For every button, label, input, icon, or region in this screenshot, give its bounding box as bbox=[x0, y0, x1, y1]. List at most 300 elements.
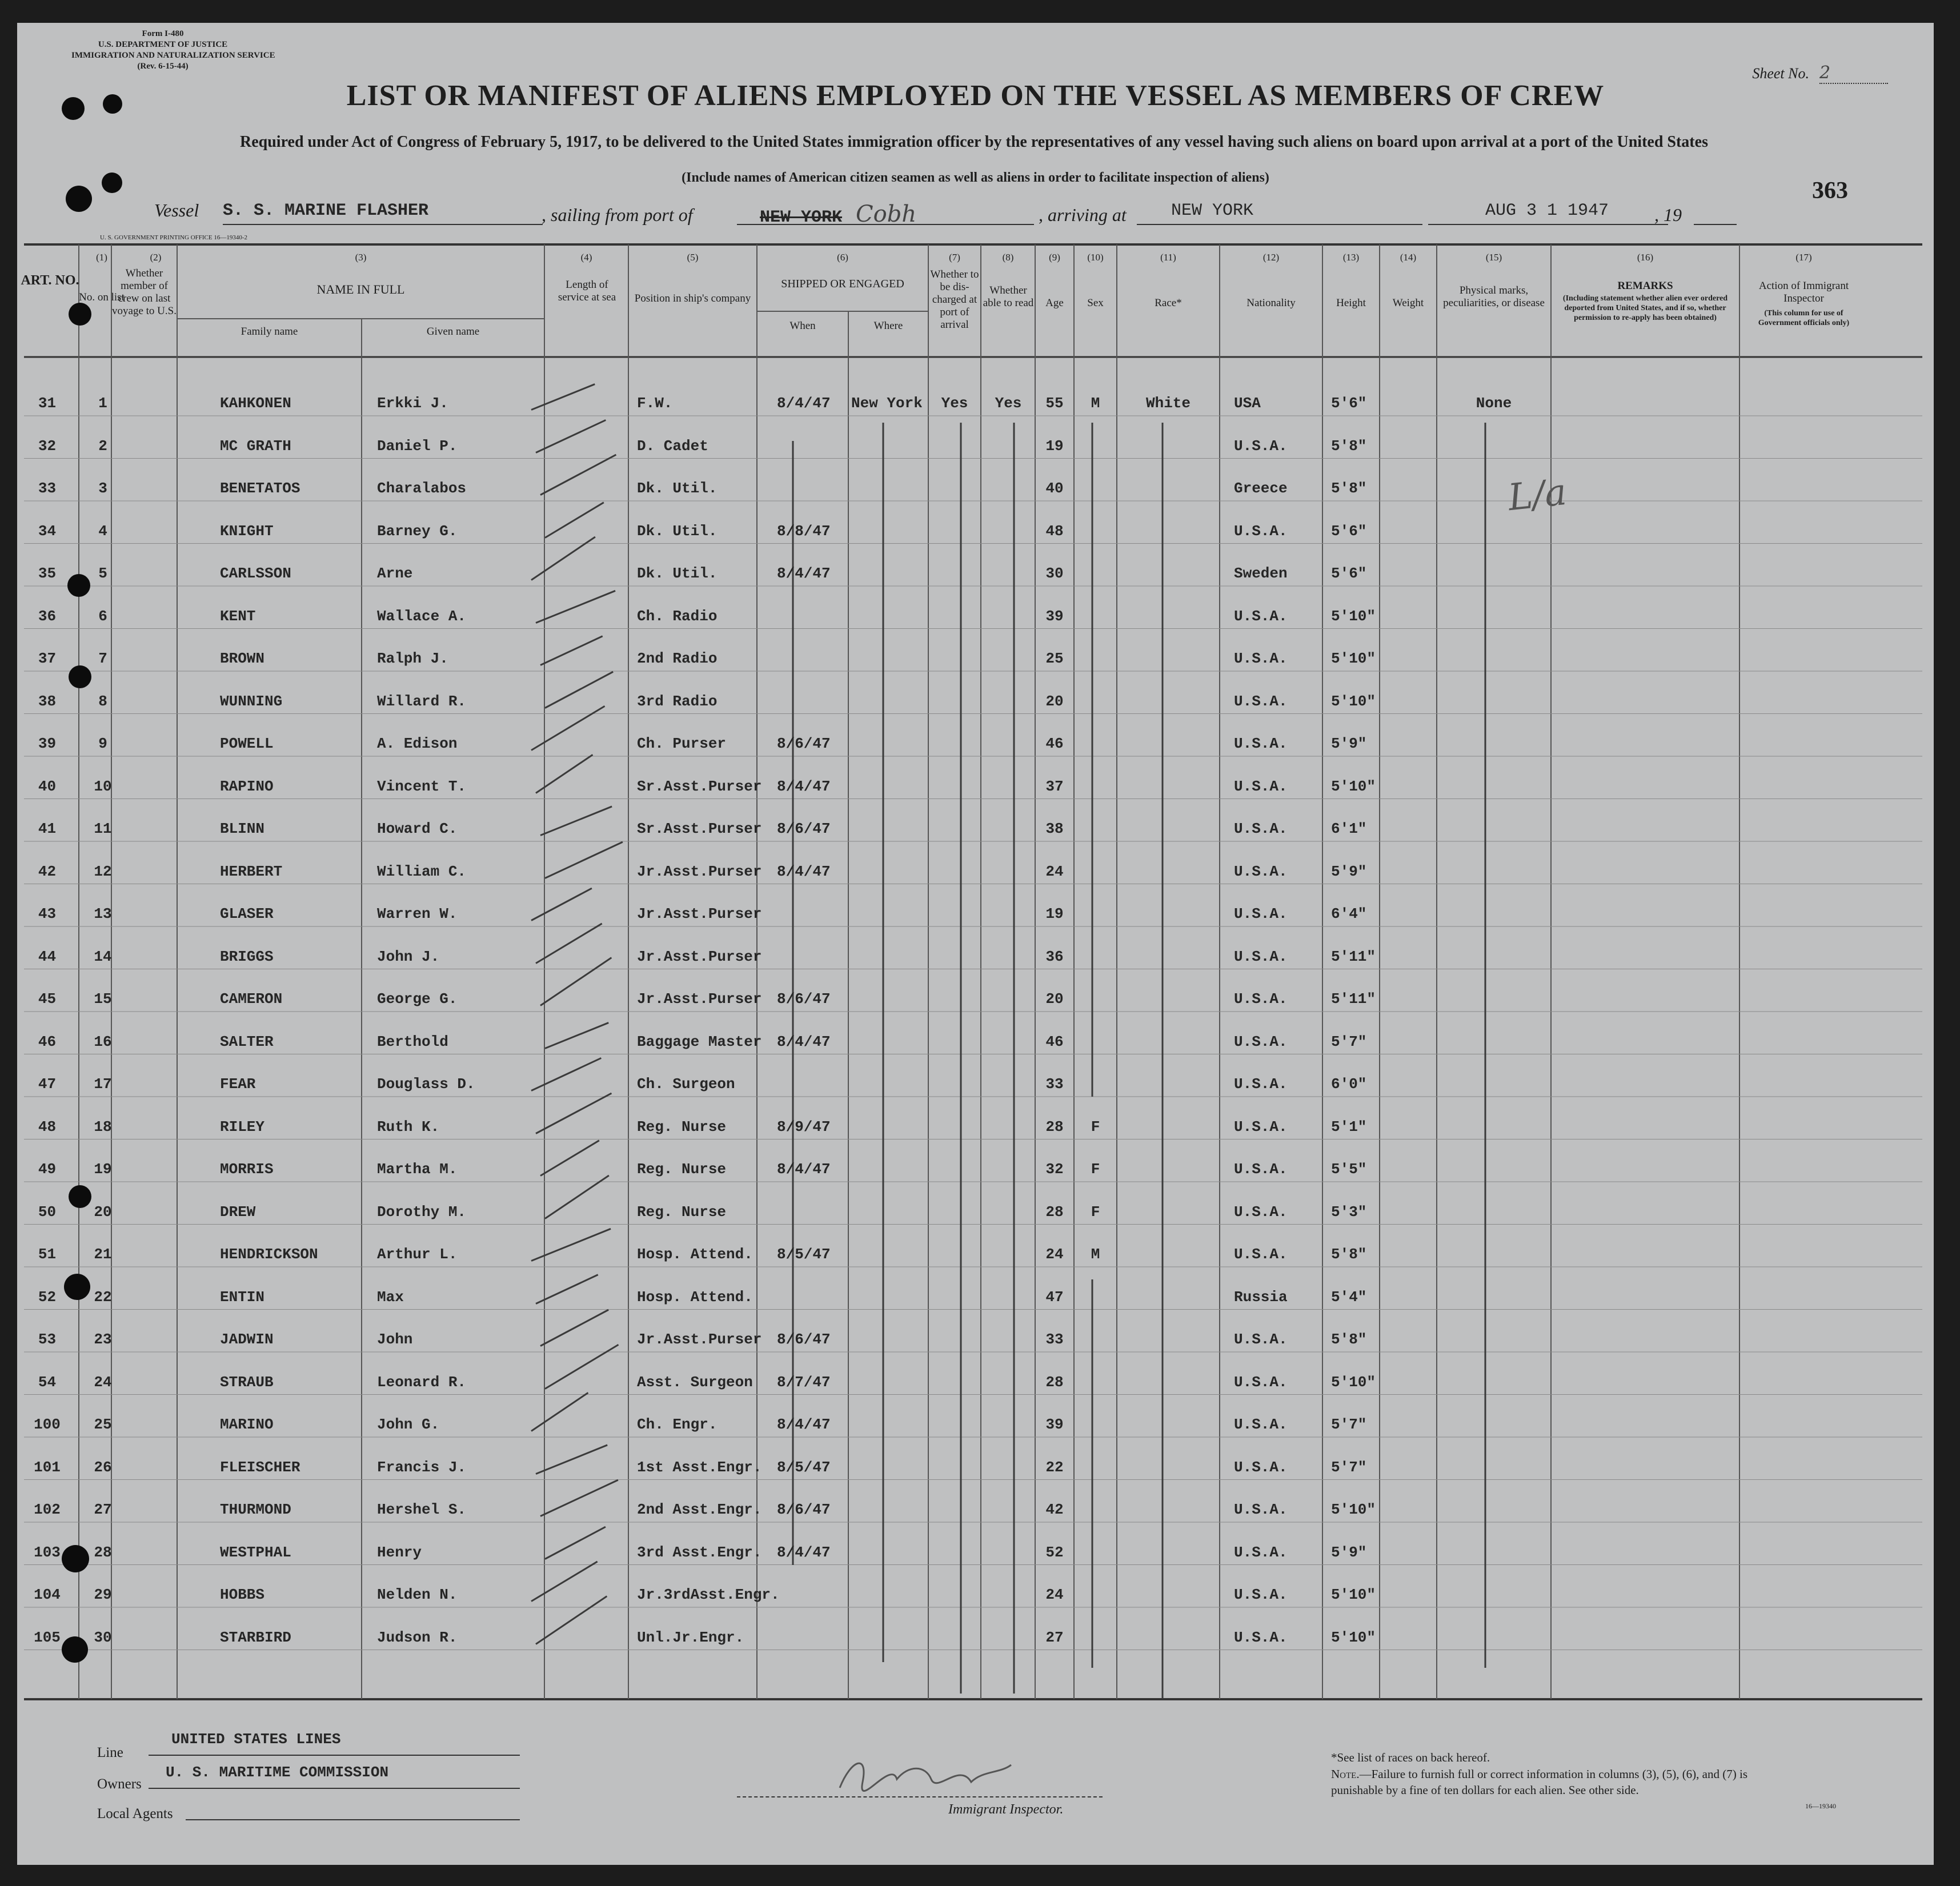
family-name-cell: CAMERON bbox=[220, 990, 283, 1008]
position-cell: Ch. Purser bbox=[637, 735, 727, 752]
discharged-cell bbox=[929, 1456, 980, 1479]
discharged-cell bbox=[929, 1583, 980, 1606]
sex-cell: F bbox=[1091, 1203, 1100, 1221]
race-cell bbox=[1117, 1243, 1220, 1266]
header-c16: REMARKS bbox=[1617, 280, 1673, 292]
list-no-cell: 19 bbox=[94, 1161, 112, 1178]
art-no-cell: 50 bbox=[38, 1203, 57, 1221]
race-cell bbox=[1117, 647, 1220, 670]
local-agents-label: Local Agents bbox=[97, 1806, 173, 1821]
header-c10-num: (10) bbox=[1087, 252, 1104, 263]
height-cell: 5'1" bbox=[1331, 1118, 1367, 1135]
shipped-when-cell bbox=[777, 605, 851, 628]
race-cell bbox=[1117, 1583, 1220, 1606]
physical-marks-cell bbox=[1437, 520, 1551, 543]
header-c14-num: (14) bbox=[1400, 252, 1417, 263]
shipped-where-cell bbox=[851, 605, 931, 628]
discharged-cell bbox=[929, 520, 980, 543]
header-c1: No. on list bbox=[79, 291, 125, 303]
header-c3b: Given name bbox=[426, 326, 480, 338]
nationality-cell: U.S.A. bbox=[1234, 905, 1288, 922]
punch-hole bbox=[69, 665, 91, 688]
sex-cell bbox=[1074, 1583, 1117, 1606]
race-cell bbox=[1117, 945, 1220, 968]
physical-marks-cell bbox=[1437, 1413, 1551, 1436]
list-no-cell: 24 bbox=[94, 1373, 112, 1391]
shipped-when-cell: 8/4/47 bbox=[777, 1033, 831, 1050]
list-no-cell: 11 bbox=[94, 820, 112, 837]
discharged-cell bbox=[929, 562, 980, 585]
able-to-read-cell bbox=[983, 988, 1034, 1010]
given-name-cell: Vincent T. bbox=[377, 777, 467, 795]
discharged-cell bbox=[929, 1201, 980, 1223]
height-cell: 5'7" bbox=[1331, 1458, 1367, 1476]
shipped-when-cell: 8/4/47 bbox=[777, 862, 831, 880]
discharged-cell bbox=[929, 690, 980, 713]
given-name-cell: Ruth K. bbox=[377, 1118, 440, 1135]
race-cell bbox=[1117, 1371, 1220, 1394]
physical-marks-cell bbox=[1437, 1626, 1551, 1649]
age-cell: 33 bbox=[1045, 1331, 1064, 1348]
shipped-when-cell bbox=[777, 690, 851, 713]
able-to-read-cell bbox=[983, 647, 1034, 670]
family-name-cell: BROWN bbox=[220, 650, 265, 667]
nationality-cell: U.S.A. bbox=[1234, 1458, 1288, 1476]
discharged-cell bbox=[929, 647, 980, 670]
discharged-cell: Yes bbox=[941, 395, 968, 412]
owners-label: Owners bbox=[97, 1776, 142, 1792]
nationality-cell: U.S.A. bbox=[1234, 1501, 1288, 1518]
age-cell: 47 bbox=[1045, 1288, 1064, 1306]
header-c8: Whether able to read bbox=[983, 284, 1034, 309]
age-cell: 37 bbox=[1045, 777, 1064, 795]
height-cell: 5'7" bbox=[1331, 1416, 1367, 1433]
header-c3a: Family name bbox=[241, 326, 298, 338]
race-cell bbox=[1117, 1456, 1220, 1479]
header-c14: Weight bbox=[1392, 297, 1424, 309]
age-cell: 33 bbox=[1045, 1076, 1064, 1093]
height-cell: 5'9" bbox=[1331, 862, 1367, 880]
art-no-cell: 38 bbox=[38, 692, 57, 710]
age-cell: 52 bbox=[1045, 1543, 1064, 1561]
nationality-cell: U.S.A. bbox=[1234, 437, 1288, 455]
height-cell: 5'6" bbox=[1331, 395, 1367, 412]
discharged-cell bbox=[929, 1371, 980, 1394]
given-name-cell: Nelden N. bbox=[377, 1586, 458, 1603]
physical-marks-cell bbox=[1437, 1456, 1551, 1479]
shipped-when-cell: 8/9/47 bbox=[777, 1118, 831, 1135]
given-name-cell: Francis J. bbox=[377, 1458, 467, 1476]
art-no-cell: 32 bbox=[38, 437, 57, 455]
revision-date: (Rev. 6-15-44) bbox=[137, 62, 189, 71]
age-cell: 48 bbox=[1045, 522, 1064, 540]
physical-marks-cell bbox=[1437, 1498, 1551, 1521]
art-no-cell: 45 bbox=[38, 990, 57, 1008]
age-cell: 27 bbox=[1045, 1628, 1064, 1646]
family-name-cell: FEAR bbox=[220, 1076, 256, 1093]
physical-marks-cell bbox=[1437, 1328, 1551, 1351]
age-cell: 46 bbox=[1045, 735, 1064, 752]
position-cell: 1st Asst.Engr. bbox=[637, 1458, 762, 1476]
position-cell: 2nd Radio bbox=[637, 650, 718, 667]
nationality-cell: USA bbox=[1234, 395, 1261, 412]
discharged-cell bbox=[929, 1115, 980, 1138]
shipped-when-cell: 8/6/47 bbox=[777, 820, 831, 837]
shipped-when-cell bbox=[777, 1286, 851, 1309]
list-no-cell: 5 bbox=[98, 565, 107, 582]
nationality-cell: Greece bbox=[1234, 480, 1288, 497]
shipped-where-cell bbox=[851, 562, 931, 585]
art-no-cell: 39 bbox=[38, 735, 57, 752]
shipped-where-cell bbox=[851, 1626, 931, 1649]
physical-marks-cell bbox=[1437, 1030, 1551, 1053]
race-cell bbox=[1117, 1626, 1220, 1649]
sex-cell bbox=[1074, 1030, 1117, 1053]
height-cell: 5'8" bbox=[1331, 1331, 1367, 1348]
height-cell: 5'10" bbox=[1331, 650, 1376, 667]
able-to-read-cell bbox=[983, 1286, 1034, 1309]
sex-cell bbox=[1074, 435, 1117, 458]
discharged-cell bbox=[929, 1498, 980, 1521]
shipped-where-cell bbox=[851, 817, 931, 840]
department-name: U.S. DEPARTMENT OF JUSTICE bbox=[98, 40, 228, 49]
age-cell: 20 bbox=[1045, 990, 1064, 1008]
physical-marks-cell bbox=[1437, 988, 1551, 1010]
punch-hole bbox=[69, 1185, 91, 1208]
given-name-cell: Berthold bbox=[377, 1033, 448, 1050]
sex-cell bbox=[1074, 647, 1117, 670]
able-to-read-cell bbox=[983, 1158, 1034, 1181]
shipped-when-cell: 8/7/47 bbox=[777, 1373, 831, 1391]
family-name-cell: KENT bbox=[220, 607, 256, 625]
race-cell bbox=[1117, 1073, 1220, 1096]
family-name-cell: FLEISCHER bbox=[220, 1458, 300, 1476]
height-cell: 5'10" bbox=[1331, 1501, 1376, 1518]
sex-cell bbox=[1074, 732, 1117, 755]
shipped-where-cell bbox=[851, 1115, 931, 1138]
header-c17: Action of Immigrant Inspector bbox=[1758, 280, 1849, 304]
age-cell: 30 bbox=[1045, 565, 1064, 582]
nationality-cell: U.S.A. bbox=[1234, 1033, 1288, 1050]
race-cell bbox=[1117, 775, 1220, 798]
list-no-cell: 7 bbox=[98, 650, 107, 667]
nationality-cell: U.S.A. bbox=[1234, 1586, 1288, 1603]
form-number: Form I-480 bbox=[142, 29, 184, 38]
nationality-cell: U.S.A. bbox=[1234, 820, 1288, 837]
nationality-cell: U.S.A. bbox=[1234, 1373, 1288, 1391]
given-name-cell: Howard C. bbox=[377, 820, 458, 837]
race-cell bbox=[1117, 1115, 1220, 1138]
shipped-when-cell: 8/6/47 bbox=[777, 1501, 831, 1518]
position-cell: Reg. Nurse bbox=[637, 1203, 727, 1221]
art-no-cell: 105 bbox=[34, 1628, 61, 1646]
age-cell: 39 bbox=[1045, 607, 1064, 625]
family-name-cell: MORRIS bbox=[220, 1161, 274, 1178]
physical-marks-cell bbox=[1437, 690, 1551, 713]
physical-marks-cell bbox=[1437, 1286, 1551, 1309]
position-cell: Jr.Asst.Purser bbox=[637, 862, 762, 880]
list-no-cell: 6 bbox=[98, 607, 107, 625]
given-name-cell: Ralph J. bbox=[377, 650, 448, 667]
discharged-cell bbox=[929, 1073, 980, 1096]
nationality-cell: U.S.A. bbox=[1234, 1628, 1288, 1646]
year-label: , 19 bbox=[1654, 204, 1682, 225]
age-cell: 28 bbox=[1045, 1203, 1064, 1221]
discharged-cell bbox=[929, 1626, 980, 1649]
sex-cell bbox=[1074, 902, 1117, 925]
shipped-when-cell: 8/6/47 bbox=[777, 1331, 831, 1348]
header-art-no: ART. NO. bbox=[21, 273, 79, 288]
given-name-cell: Charalabos bbox=[377, 480, 467, 497]
header-c5-num: (5) bbox=[687, 252, 699, 263]
height-cell: 5'4" bbox=[1331, 1288, 1367, 1306]
position-cell: Unl.Jr.Engr. bbox=[637, 1628, 744, 1646]
shipped-where-cell bbox=[851, 1243, 931, 1266]
physical-marks-cell bbox=[1437, 647, 1551, 670]
race-cell bbox=[1117, 1413, 1220, 1436]
position-cell: Baggage Master bbox=[637, 1033, 762, 1050]
header-c3: NAME IN FULL bbox=[316, 282, 405, 296]
header-c2-num: (2) bbox=[150, 252, 162, 263]
family-name-cell: KNIGHT bbox=[220, 522, 274, 540]
able-to-read-cell bbox=[983, 690, 1034, 713]
position-cell: Sr.Asst.Purser bbox=[637, 820, 762, 837]
header-c10: Sex bbox=[1087, 297, 1104, 309]
able-to-read-cell bbox=[983, 1498, 1034, 1521]
sex-cell bbox=[1074, 1371, 1117, 1394]
physical-marks-cell bbox=[1437, 1115, 1551, 1138]
race-cell bbox=[1117, 1328, 1220, 1351]
sex-cell bbox=[1074, 1073, 1117, 1096]
height-cell: 5'5" bbox=[1331, 1161, 1367, 1178]
able-to-read-cell bbox=[983, 945, 1034, 968]
family-name-cell: CARLSSON bbox=[220, 565, 291, 582]
family-name-cell: HENDRICKSON bbox=[220, 1246, 318, 1263]
able-to-read-cell bbox=[983, 817, 1034, 840]
age-cell: 39 bbox=[1045, 1416, 1064, 1433]
physical-marks-cell bbox=[1437, 732, 1551, 755]
shipped-when-cell: 8/4/47 bbox=[777, 1543, 831, 1561]
family-name-cell: HERBERT bbox=[220, 862, 283, 880]
able-to-read-cell bbox=[983, 1413, 1034, 1436]
physical-marks-cell bbox=[1437, 775, 1551, 798]
header-c4-num: (4) bbox=[580, 252, 592, 263]
header-c8-num: (8) bbox=[1002, 252, 1014, 263]
race-cell bbox=[1117, 860, 1220, 883]
race-cell: White bbox=[1145, 395, 1191, 412]
height-cell: 5'11" bbox=[1331, 990, 1376, 1008]
physical-marks-cell bbox=[1437, 1073, 1551, 1096]
given-name-cell: Barney G. bbox=[377, 522, 458, 540]
art-no-cell: 54 bbox=[38, 1373, 57, 1391]
races-note: *See list of races on back hereof. bbox=[1331, 1751, 1490, 1764]
age-cell: 28 bbox=[1045, 1373, 1064, 1391]
sex-cell bbox=[1074, 1456, 1117, 1479]
family-name-cell: STRAUB bbox=[220, 1373, 274, 1391]
sheet-number: Sheet No. 2 bbox=[1752, 63, 1888, 84]
discharged-cell bbox=[929, 817, 980, 840]
header-c9-num: (9) bbox=[1049, 252, 1060, 263]
age-cell: 28 bbox=[1045, 1118, 1064, 1135]
shipped-where-cell bbox=[851, 647, 931, 670]
given-name-cell: John bbox=[377, 1331, 413, 1348]
family-name-cell: DREW bbox=[220, 1203, 256, 1221]
position-cell: 2nd Asst.Engr. bbox=[637, 1501, 762, 1518]
arriving-field: NEW YORK bbox=[1137, 201, 1422, 225]
race-cell bbox=[1117, 1158, 1220, 1181]
sex-cell bbox=[1074, 1328, 1117, 1351]
able-to-read-cell bbox=[983, 1115, 1034, 1138]
header-c11: Race* bbox=[1155, 297, 1182, 309]
list-no-cell: 2 bbox=[98, 437, 107, 455]
race-cell bbox=[1117, 477, 1220, 500]
able-to-read-cell bbox=[983, 860, 1034, 883]
art-no-cell: 37 bbox=[38, 650, 57, 667]
punch-hole bbox=[62, 97, 85, 120]
able-to-read-cell bbox=[983, 435, 1034, 458]
age-cell: 20 bbox=[1045, 692, 1064, 710]
shipped-when-cell: 8/4/47 bbox=[777, 777, 831, 795]
header-c4: Length of service at sea bbox=[558, 279, 616, 303]
position-cell: Jr.Asst.Purser bbox=[637, 1331, 762, 1348]
shipped-when-cell: 8/4/47 bbox=[777, 1416, 831, 1433]
able-to-read-cell bbox=[983, 1456, 1034, 1479]
list-no-cell: 12 bbox=[94, 862, 112, 880]
height-cell: 5'8" bbox=[1331, 480, 1367, 497]
list-no-cell: 22 bbox=[94, 1288, 112, 1306]
height-cell: 5'8" bbox=[1331, 437, 1367, 455]
given-name-cell: Warren W. bbox=[377, 905, 458, 922]
shipped-when-cell bbox=[777, 1201, 851, 1223]
family-name-cell: WESTPHAL bbox=[220, 1543, 291, 1561]
art-no-cell: 49 bbox=[38, 1161, 57, 1178]
able-to-read-cell bbox=[983, 902, 1034, 925]
able-to-read-cell bbox=[983, 520, 1034, 543]
race-cell bbox=[1117, 1030, 1220, 1053]
sex-cell: F bbox=[1091, 1118, 1100, 1135]
race-cell bbox=[1117, 690, 1220, 713]
able-to-read-cell bbox=[983, 1583, 1034, 1606]
family-name-cell: KAHKONEN bbox=[220, 395, 291, 412]
list-no-cell: 18 bbox=[94, 1118, 112, 1135]
header-c6: SHIPPED OR ENGAGED bbox=[781, 278, 904, 290]
age-cell: 22 bbox=[1045, 1458, 1064, 1476]
height-cell: 6'0" bbox=[1331, 1076, 1367, 1093]
header-c16-num: (16) bbox=[1637, 252, 1654, 263]
header-c7: Whether to be dis-charged at port of arrival bbox=[930, 268, 979, 331]
able-to-read-cell bbox=[983, 775, 1034, 798]
shipped-when-cell bbox=[777, 1583, 851, 1606]
nationality-cell: U.S.A. bbox=[1234, 1416, 1288, 1433]
sailing-label: , sailing from port of bbox=[542, 204, 693, 225]
shipped-where-cell bbox=[851, 1456, 931, 1479]
page-subtitle: Required under Act of Congress of February 5, 1917, to be delivered to the United States immigration officer by the representatives of any vessel having such aliens on board upon arrival at a port of the United States bbox=[240, 133, 1708, 151]
race-cell bbox=[1117, 1201, 1220, 1223]
nationality-cell: Sweden bbox=[1234, 565, 1288, 582]
shipped-where-cell bbox=[851, 477, 931, 500]
family-name-cell: SALTER bbox=[220, 1033, 274, 1050]
punch-hole bbox=[67, 574, 90, 597]
given-name-cell: Judson R. bbox=[377, 1628, 458, 1646]
nationality-cell: U.S.A. bbox=[1234, 777, 1288, 795]
height-cell: 5'10" bbox=[1331, 1586, 1376, 1603]
list-no-cell: 29 bbox=[94, 1586, 112, 1603]
sex-cell: M bbox=[1091, 395, 1100, 412]
race-cell bbox=[1117, 520, 1220, 543]
sex-cell bbox=[1074, 690, 1117, 713]
header-c17-num: (17) bbox=[1795, 252, 1812, 263]
art-no-cell: 46 bbox=[38, 1033, 57, 1050]
position-cell: 3rd Radio bbox=[637, 692, 718, 710]
inspector-line bbox=[737, 1796, 1103, 1797]
shipped-where-cell bbox=[851, 860, 931, 883]
nationality-cell: U.S.A. bbox=[1234, 650, 1288, 667]
art-no-cell: 34 bbox=[38, 522, 57, 540]
nationality-cell: U.S.A. bbox=[1234, 948, 1288, 965]
physical-marks-cell bbox=[1437, 1158, 1551, 1181]
list-no-cell: 4 bbox=[98, 522, 107, 540]
sex-cell bbox=[1074, 1286, 1117, 1309]
list-no-cell: 9 bbox=[98, 735, 107, 752]
shipped-when-cell: 8/4/47 bbox=[777, 395, 831, 412]
discharged-cell bbox=[929, 902, 980, 925]
art-no-cell: 51 bbox=[38, 1246, 57, 1263]
able-to-read-cell bbox=[983, 562, 1034, 585]
nationality-cell: U.S.A. bbox=[1234, 1246, 1288, 1263]
height-cell: 5'8" bbox=[1331, 1246, 1367, 1263]
discharged-cell bbox=[929, 1030, 980, 1053]
shipped-when-cell: 8/6/47 bbox=[777, 990, 831, 1008]
height-cell: 5'6" bbox=[1331, 522, 1367, 540]
discharged-cell bbox=[929, 1286, 980, 1309]
punch-hole bbox=[103, 94, 122, 114]
position-cell: Dk. Util. bbox=[637, 565, 718, 582]
list-no-cell: 30 bbox=[94, 1628, 112, 1646]
shipped-where-cell bbox=[851, 1413, 931, 1436]
age-cell: 24 bbox=[1045, 862, 1064, 880]
shipped-where-cell bbox=[851, 520, 931, 543]
race-cell bbox=[1117, 435, 1220, 458]
discharged-cell bbox=[929, 988, 980, 1010]
given-name-cell: Martha M. bbox=[377, 1161, 458, 1178]
race-cell bbox=[1117, 1541, 1220, 1564]
list-no-cell: 1 bbox=[98, 395, 107, 412]
header-c3-num: (3) bbox=[355, 252, 367, 263]
art-no-cell: 31 bbox=[38, 395, 57, 412]
able-to-read-cell bbox=[983, 1030, 1034, 1053]
handwritten-annotation: L/a bbox=[1506, 471, 1569, 520]
discharged-cell bbox=[929, 860, 980, 883]
given-name-cell: Hershel S. bbox=[377, 1501, 467, 1518]
art-no-cell: 102 bbox=[34, 1501, 61, 1518]
punch-hole bbox=[69, 303, 91, 326]
shipped-when-cell bbox=[777, 647, 851, 670]
discharged-cell bbox=[929, 1541, 980, 1564]
art-no-cell: 52 bbox=[38, 1288, 57, 1306]
able-to-read-cell bbox=[983, 1201, 1034, 1223]
given-name-cell: Arne bbox=[377, 565, 413, 582]
header-c12: Nationality bbox=[1246, 297, 1296, 309]
height-cell: 5'6" bbox=[1331, 565, 1367, 582]
shipped-where-cell bbox=[851, 1073, 931, 1096]
art-no-cell: 101 bbox=[34, 1458, 61, 1476]
position-cell: Jr.Asst.Purser bbox=[637, 990, 762, 1008]
able-to-read-cell bbox=[983, 1541, 1034, 1564]
race-cell bbox=[1117, 902, 1220, 925]
family-name-cell: BENETATOS bbox=[220, 480, 300, 497]
header-c6-num: (6) bbox=[837, 252, 848, 263]
art-no-cell: 44 bbox=[38, 948, 57, 965]
